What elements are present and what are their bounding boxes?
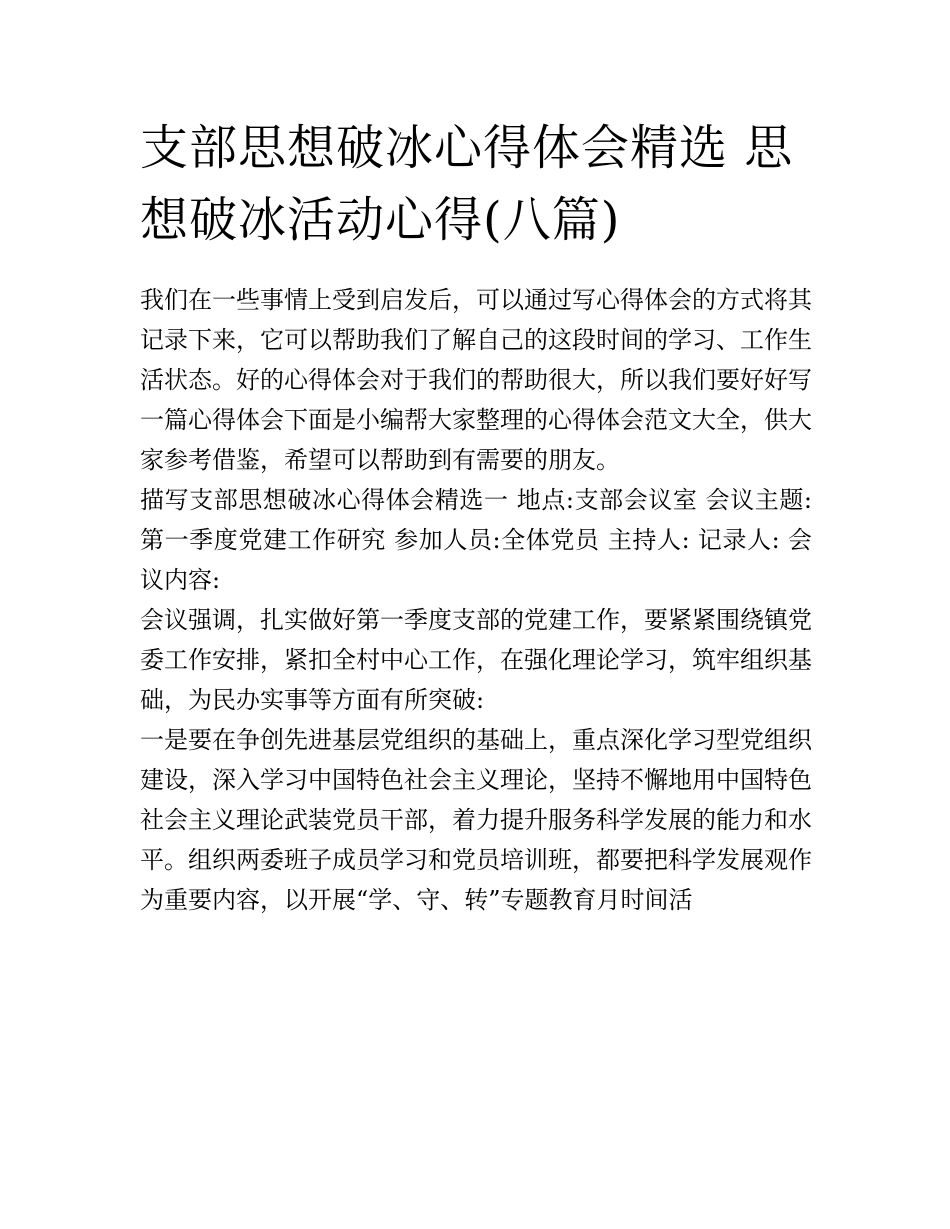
meeting-emphasis-paragraph: 会议强调，扎实做好第一季度支部的党建工作，要紧紧围绕镇党委工作安排，紧扣全村中心工作，在强化理论学习，筑牢组织基础，为民办实事等方面有所突破: xyxy=(140,606,812,714)
document-title: 支部思想破冰心得体会精选 思想破冰活动心得(八篇) xyxy=(140,120,794,248)
point-one-paragraph: 一是要在争创先进基层党组织的基础上，重点深化学习型党组织建设，深入学习中国特色社会主义理论，坚持不懈地用中国特色社会主义理论武装党员干部，着力提升服务科学发展的能力和水平。组织两委班子成员学习和党员培训班，都要把科学发展观作为重要内容，以开展“学、守、转”专题教育月时间活 xyxy=(140,726,812,914)
document-body xyxy=(140,280,812,920)
meeting-info-paragraph: 描写支部思想破冰心得体会精选一 地点:支部会议室 会议主题:第一季度党建工作研究 参加人员:全体党员 主持人: 记录人: 会议内容: xyxy=(140,486,812,594)
intro-paragraph: 我们在一些事情上受到启发后，可以通过写心得体会的方式将其记录下来，它可以帮助我们了解自己的这段时间的学习、工作生活状态。好的心得体会对于我们的帮助很大，所以我们要好好写一篇心得体会下面是小编帮大家整理的心得体会范文大全，供大家参考借鉴，希望可以帮助到有需要的朋友。 xyxy=(140,286,812,474)
